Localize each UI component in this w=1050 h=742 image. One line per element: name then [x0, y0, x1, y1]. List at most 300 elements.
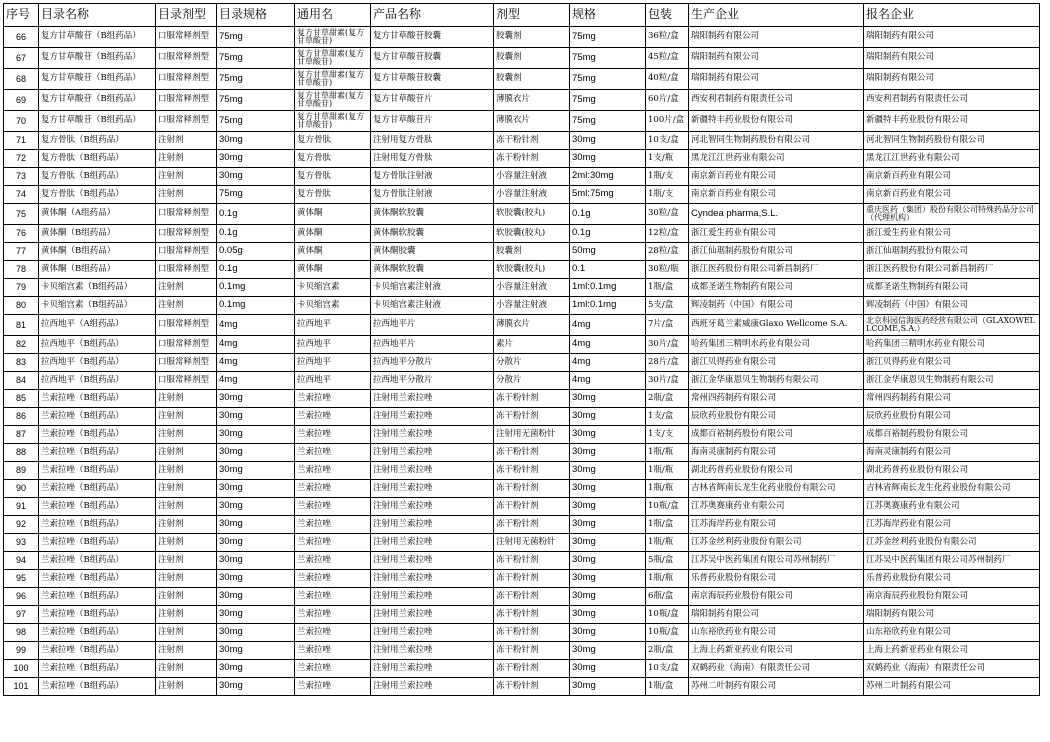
- cell-applicant: 海南灵康制药有限公司: [864, 444, 1040, 462]
- cell-catalog-spec: 30mg: [217, 570, 295, 588]
- cell-generic-name: 复方甘草甜素(复方甘草酸苷): [295, 27, 371, 48]
- cell-catalog-spec: 75mg: [217, 69, 295, 90]
- cell-catalog-form: 口服常释剂型: [156, 204, 217, 225]
- cell-dosage-form: 冻干粉针剂: [494, 408, 570, 426]
- cell-spec: 30mg: [570, 480, 646, 498]
- cell-product-name: 注射用兰索拉唑: [371, 462, 494, 480]
- cell-product-name: 黄体酮软胶囊: [371, 261, 494, 279]
- cell-spec: 30mg: [570, 534, 646, 552]
- cell-manufacturer: 浙江爱生药业有限公司: [689, 225, 864, 243]
- header-package: 包装: [646, 4, 689, 27]
- cell-package: 1瓶/盒: [646, 279, 689, 297]
- cell-catalog-name: 兰索拉唑（B组药品）: [39, 552, 156, 570]
- cell-dosage-form: 小容量注射液: [494, 297, 570, 315]
- cell-product-name: 复方甘草酸苷片: [371, 111, 494, 132]
- cell-dosage-form: 冻干粉针剂: [494, 570, 570, 588]
- cell-manufacturer: 辉凌制药（中国）有限公司: [689, 297, 864, 315]
- cell-applicant: 西安利君制药有限责任公司: [864, 90, 1040, 111]
- cell-package: 60片/盒: [646, 90, 689, 111]
- cell-dosage-form: 胶囊剂: [494, 69, 570, 90]
- cell-spec: 30mg: [570, 516, 646, 534]
- cell-manufacturer: 上海上药新亚药业有限公司: [689, 642, 864, 660]
- cell-catalog-name: 兰索拉唑（B组药品）: [39, 498, 156, 516]
- cell-spec: 5ml:75mg: [570, 186, 646, 204]
- cell-applicant: 瑞阳制药有限公司: [864, 606, 1040, 624]
- cell-product-name: 拉西地平片: [371, 336, 494, 354]
- cell-seq: 94: [4, 552, 39, 570]
- cell-applicant: 北京科园信海医药经营有限公司（GLAXOWELLCOME,S.A.）: [864, 315, 1040, 336]
- cell-applicant: 南京海辰药业股份有限公司: [864, 588, 1040, 606]
- cell-generic-name: 卡贝缩宫素: [295, 297, 371, 315]
- cell-product-name: 注射用兰索拉唑: [371, 588, 494, 606]
- table-row: [4, 498, 1040, 516]
- cell-manufacturer: 河北智同生物制药股份有限公司: [689, 132, 864, 150]
- cell-catalog-form: 注射剂: [156, 426, 217, 444]
- cell-catalog-spec: 4mg: [217, 336, 295, 354]
- header-dosage-form: 剂型: [494, 4, 570, 27]
- cell-product-name: 注射用兰索拉唑: [371, 606, 494, 624]
- cell-catalog-form: 注射剂: [156, 660, 217, 678]
- cell-catalog-spec: 75mg: [217, 111, 295, 132]
- cell-catalog-name: 黄体酮（B组药品）: [39, 243, 156, 261]
- table-row: [4, 315, 1040, 336]
- cell-dosage-form: 软胶囊(胶丸): [494, 204, 570, 225]
- cell-catalog-spec: 0.1g: [217, 261, 295, 279]
- cell-catalog-form: 口服常释剂型: [156, 354, 217, 372]
- cell-generic-name: 复方骨肽: [295, 150, 371, 168]
- cell-product-name: 拉西地平分散片: [371, 354, 494, 372]
- table-row: [4, 204, 1040, 225]
- cell-spec: 30mg: [570, 408, 646, 426]
- cell-manufacturer: 江苏海岸药业有限公司: [689, 516, 864, 534]
- cell-seq: 90: [4, 480, 39, 498]
- cell-product-name: 注射用兰索拉唑: [371, 534, 494, 552]
- cell-seq: 73: [4, 168, 39, 186]
- cell-catalog-spec: 30mg: [217, 552, 295, 570]
- cell-spec: 75mg: [570, 111, 646, 132]
- cell-catalog-name: 兰索拉唑（B组药品）: [39, 588, 156, 606]
- cell-manufacturer: Cyndea pharma,S.L.: [689, 204, 864, 225]
- cell-catalog-spec: 30mg: [217, 534, 295, 552]
- cell-applicant: 江苏海岸药业有限公司: [864, 516, 1040, 534]
- cell-generic-name: 兰索拉唑: [295, 642, 371, 660]
- cell-package: 10支/盒: [646, 660, 689, 678]
- cell-product-name: 复方甘草酸苷胶囊: [371, 48, 494, 69]
- cell-catalog-form: 注射剂: [156, 498, 217, 516]
- cell-catalog-spec: 30mg: [217, 168, 295, 186]
- cell-manufacturer: 乐普药业股份有限公司: [689, 570, 864, 588]
- cell-dosage-form: 胶囊剂: [494, 48, 570, 69]
- table-row: [4, 372, 1040, 390]
- cell-catalog-name: 拉西地平（A组药品）: [39, 315, 156, 336]
- cell-product-name: 黄体酮胶囊: [371, 243, 494, 261]
- cell-dosage-form: 冻干粉针剂: [494, 606, 570, 624]
- cell-package: 6瓶/盒: [646, 588, 689, 606]
- cell-manufacturer: 浙江金华康恩贝生物制药有限公司: [689, 372, 864, 390]
- cell-catalog-spec: 30mg: [217, 498, 295, 516]
- cell-package: 10瓶/盒: [646, 498, 689, 516]
- cell-manufacturer: 黑龙江江世药业有限公司: [689, 150, 864, 168]
- cell-spec: 30mg: [570, 660, 646, 678]
- cell-dosage-form: 冻干粉针剂: [494, 624, 570, 642]
- table-row: [4, 132, 1040, 150]
- cell-generic-name: 复方甘草甜素(复方甘草酸苷): [295, 69, 371, 90]
- cell-catalog-form: 注射剂: [156, 168, 217, 186]
- cell-applicant: 双鹤药业（海南）有限责任公司: [864, 660, 1040, 678]
- cell-manufacturer: 瑞阳制药有限公司: [689, 27, 864, 48]
- cell-package: 28粒/盒: [646, 243, 689, 261]
- cell-manufacturer: 瑞阳制药有限公司: [689, 48, 864, 69]
- cell-catalog-name: 复方骨肽（B组药品）: [39, 132, 156, 150]
- table-row: [4, 642, 1040, 660]
- cell-manufacturer: 浙江医药股份有限公司新昌制药厂: [689, 261, 864, 279]
- header-seq: 序号: [4, 4, 39, 27]
- cell-spec: 75mg: [570, 27, 646, 48]
- cell-catalog-name: 兰索拉唑（B组药品）: [39, 678, 156, 696]
- cell-manufacturer: 瑞阳制药有限公司: [689, 69, 864, 90]
- cell-applicant: 重庆医药（集团）股份有限公司特殊药品分公司（代理机构）: [864, 204, 1040, 225]
- cell-manufacturer: 浙江贝得药业有限公司: [689, 354, 864, 372]
- cell-seq: 76: [4, 225, 39, 243]
- cell-catalog-form: 注射剂: [156, 186, 217, 204]
- cell-catalog-form: 口服常释剂型: [156, 261, 217, 279]
- cell-package: 2瓶/盒: [646, 642, 689, 660]
- cell-seq: 89: [4, 462, 39, 480]
- cell-dosage-form: 小容量注射液: [494, 168, 570, 186]
- cell-spec: 30mg: [570, 642, 646, 660]
- cell-product-name: 注射用兰索拉唑: [371, 642, 494, 660]
- cell-catalog-form: 注射剂: [156, 444, 217, 462]
- cell-package: 5瓶/盒: [646, 552, 689, 570]
- cell-catalog-form: 注射剂: [156, 606, 217, 624]
- cell-applicant: 上海上药新亚药业有限公司: [864, 642, 1040, 660]
- cell-seq: 100: [4, 660, 39, 678]
- table-row: [4, 678, 1040, 696]
- header-product-name: 产品名称: [371, 4, 494, 27]
- cell-catalog-name: 黄体酮（B组药品）: [39, 225, 156, 243]
- table-row: [4, 606, 1040, 624]
- cell-catalog-spec: 30mg: [217, 390, 295, 408]
- table-row: [4, 336, 1040, 354]
- cell-catalog-spec: 75mg: [217, 186, 295, 204]
- cell-manufacturer: 南京新百药业有限公司: [689, 168, 864, 186]
- table-row: [4, 27, 1040, 48]
- cell-catalog-form: 口服常释剂型: [156, 27, 217, 48]
- cell-spec: 2ml:30mg: [570, 168, 646, 186]
- cell-product-name: 注射用兰索拉唑: [371, 426, 494, 444]
- table-row: [4, 225, 1040, 243]
- cell-applicant: 南京新百药业有限公司: [864, 168, 1040, 186]
- cell-spec: 1ml:0.1mg: [570, 297, 646, 315]
- cell-generic-name: 兰索拉唑: [295, 570, 371, 588]
- cell-spec: 4mg: [570, 372, 646, 390]
- cell-catalog-name: 复方骨肽（B组药品）: [39, 150, 156, 168]
- cell-seq: 75: [4, 204, 39, 225]
- header-applicant: 报名企业: [864, 4, 1040, 27]
- cell-catalog-form: 口服常释剂型: [156, 111, 217, 132]
- cell-catalog-spec: 30mg: [217, 516, 295, 534]
- cell-generic-name: 兰索拉唑: [295, 390, 371, 408]
- cell-package: 1瓶/支: [646, 186, 689, 204]
- cell-generic-name: 拉西地平: [295, 354, 371, 372]
- cell-spec: 30mg: [570, 150, 646, 168]
- cell-product-name: 注射用兰索拉唑: [371, 444, 494, 462]
- table-row: [4, 570, 1040, 588]
- cell-applicant: 苏州二叶制药有限公司: [864, 678, 1040, 696]
- cell-seq: 96: [4, 588, 39, 606]
- cell-catalog-name: 兰索拉唑（B组药品）: [39, 642, 156, 660]
- cell-seq: 74: [4, 186, 39, 204]
- cell-applicant: 浙江仙琚制药股份有限公司: [864, 243, 1040, 261]
- cell-generic-name: 复方骨肽: [295, 132, 371, 150]
- cell-dosage-form: 冻干粉针剂: [494, 462, 570, 480]
- cell-manufacturer: 山东裕欣药业有限公司: [689, 624, 864, 642]
- table-row: [4, 408, 1040, 426]
- cell-spec: 30mg: [570, 552, 646, 570]
- cell-generic-name: 兰索拉唑: [295, 660, 371, 678]
- cell-catalog-form: 注射剂: [156, 552, 217, 570]
- cell-package: 1瓶/瓶: [646, 534, 689, 552]
- cell-catalog-form: 口服常释剂型: [156, 243, 217, 261]
- cell-spec: 0.1g: [570, 225, 646, 243]
- cell-manufacturer: 常州四药制药有限公司: [689, 390, 864, 408]
- cell-generic-name: 复方骨肽: [295, 186, 371, 204]
- table-row: [4, 279, 1040, 297]
- cell-spec: 30mg: [570, 588, 646, 606]
- cell-dosage-form: 冻干粉针剂: [494, 642, 570, 660]
- cell-catalog-form: 注射剂: [156, 480, 217, 498]
- cell-catalog-name: 复方甘草酸苷（B组药品）: [39, 111, 156, 132]
- cell-generic-name: 拉西地平: [295, 336, 371, 354]
- cell-catalog-form: 口服常释剂型: [156, 372, 217, 390]
- header-catalog-form: 目录剂型: [156, 4, 217, 27]
- cell-package: 45粒/盒: [646, 48, 689, 69]
- cell-catalog-spec: 0.1mg: [217, 279, 295, 297]
- cell-catalog-form: 注射剂: [156, 624, 217, 642]
- cell-spec: 4mg: [570, 315, 646, 336]
- cell-catalog-name: 拉西地平（B组药品）: [39, 336, 156, 354]
- cell-catalog-spec: 30mg: [217, 132, 295, 150]
- cell-catalog-spec: 4mg: [217, 354, 295, 372]
- cell-spec: 75mg: [570, 90, 646, 111]
- table-row: [4, 243, 1040, 261]
- cell-applicant: 新疆特丰药业股份有限公司: [864, 111, 1040, 132]
- cell-generic-name: 兰索拉唑: [295, 678, 371, 696]
- cell-catalog-form: 注射剂: [156, 390, 217, 408]
- cell-spec: 30mg: [570, 444, 646, 462]
- cell-spec: 50mg: [570, 243, 646, 261]
- cell-generic-name: 黄体酮: [295, 261, 371, 279]
- cell-seq: 84: [4, 372, 39, 390]
- table-body: [4, 27, 1040, 696]
- cell-generic-name: 复方骨肽: [295, 168, 371, 186]
- cell-applicant: 成都圣诺生物制药有限公司: [864, 279, 1040, 297]
- cell-catalog-name: 兰索拉唑（B组药品）: [39, 444, 156, 462]
- cell-dosage-form: 注射用无菌粉针: [494, 426, 570, 444]
- cell-catalog-name: 卡贝缩宫素（B组药品）: [39, 297, 156, 315]
- cell-seq: 78: [4, 261, 39, 279]
- cell-generic-name: 兰索拉唑: [295, 426, 371, 444]
- cell-spec: 4mg: [570, 336, 646, 354]
- cell-catalog-spec: 30mg: [217, 624, 295, 642]
- cell-catalog-spec: 30mg: [217, 150, 295, 168]
- cell-generic-name: 卡贝缩宫素: [295, 279, 371, 297]
- cell-manufacturer: 湖北药普药业股份有限公司: [689, 462, 864, 480]
- cell-catalog-name: 兰索拉唑（B组药品）: [39, 660, 156, 678]
- cell-catalog-name: 兰索拉唑（B组药品）: [39, 462, 156, 480]
- cell-seq: 86: [4, 408, 39, 426]
- cell-catalog-name: 拉西地平（B组药品）: [39, 372, 156, 390]
- cell-seq: 92: [4, 516, 39, 534]
- table-row: [4, 516, 1040, 534]
- cell-catalog-spec: 4mg: [217, 315, 295, 336]
- table-row: [4, 480, 1040, 498]
- cell-applicant: 浙江医药股份有限公司新昌制药厂: [864, 261, 1040, 279]
- cell-package: 30粒/瓶: [646, 261, 689, 279]
- cell-generic-name: 拉西地平: [295, 315, 371, 336]
- cell-dosage-form: 注射用无菌粉针: [494, 534, 570, 552]
- cell-spec: 30mg: [570, 426, 646, 444]
- cell-manufacturer: 西班牙葛兰素威康Glaxo Wellcome S.A.: [689, 315, 864, 336]
- table-row: [4, 150, 1040, 168]
- cell-dosage-form: 冻干粉针剂: [494, 516, 570, 534]
- cell-generic-name: 黄体酮: [295, 225, 371, 243]
- cell-applicant: 瑞阳制药有限公司: [864, 69, 1040, 90]
- cell-generic-name: 复方甘草甜素(复方甘草酸苷): [295, 48, 371, 69]
- cell-catalog-name: 兰索拉唑（B组药品）: [39, 624, 156, 642]
- cell-catalog-spec: 0.1g: [217, 204, 295, 225]
- cell-catalog-spec: 0.05g: [217, 243, 295, 261]
- cell-manufacturer: 成都百裕制药股份有限公司: [689, 426, 864, 444]
- cell-catalog-spec: 30mg: [217, 606, 295, 624]
- cell-dosage-form: 冻干粉针剂: [494, 150, 570, 168]
- cell-manufacturer: 江苏奥赛康药业有限公司: [689, 498, 864, 516]
- cell-product-name: 注射用兰索拉唑: [371, 516, 494, 534]
- cell-catalog-name: 复方甘草酸苷（B组药品）: [39, 69, 156, 90]
- cell-catalog-form: 注射剂: [156, 534, 217, 552]
- cell-package: 40粒/盒: [646, 69, 689, 90]
- cell-package: 30片/盒: [646, 372, 689, 390]
- table-row: [4, 261, 1040, 279]
- cell-generic-name: 兰索拉唑: [295, 444, 371, 462]
- cell-spec: 0.1: [570, 261, 646, 279]
- table-row: [4, 297, 1040, 315]
- cell-catalog-name: 兰索拉唑（B组药品）: [39, 408, 156, 426]
- cell-catalog-spec: 30mg: [217, 462, 295, 480]
- cell-package: 1瓶/瓶: [646, 444, 689, 462]
- cell-catalog-name: 卡贝缩宫素（B组药品）: [39, 279, 156, 297]
- cell-catalog-name: 兰索拉唑（B组药品）: [39, 534, 156, 552]
- cell-catalog-spec: 4mg: [217, 372, 295, 390]
- cell-seq: 83: [4, 354, 39, 372]
- cell-generic-name: 兰索拉唑: [295, 624, 371, 642]
- table-row: [4, 90, 1040, 111]
- cell-manufacturer: 江苏吴中医药集团有限公司苏州制药厂: [689, 552, 864, 570]
- cell-spec: 30mg: [570, 498, 646, 516]
- cell-dosage-form: 冻干粉针剂: [494, 678, 570, 696]
- cell-seq: 87: [4, 426, 39, 444]
- cell-manufacturer: 新疆特丰药业股份有限公司: [689, 111, 864, 132]
- cell-dosage-form: 软胶囊(胶丸): [494, 225, 570, 243]
- cell-catalog-spec: 30mg: [217, 660, 295, 678]
- cell-applicant: 湖北药普药业股份有限公司: [864, 462, 1040, 480]
- cell-package: 30片/盒: [646, 336, 689, 354]
- cell-product-name: 注射用兰索拉唑: [371, 390, 494, 408]
- cell-dosage-form: 分散片: [494, 354, 570, 372]
- cell-catalog-form: 口服常释剂型: [156, 90, 217, 111]
- cell-seq: 98: [4, 624, 39, 642]
- cell-package: 10支/盒: [646, 132, 689, 150]
- cell-dosage-form: 冻干粉针剂: [494, 444, 570, 462]
- cell-seq: 79: [4, 279, 39, 297]
- cell-dosage-form: 分散片: [494, 372, 570, 390]
- cell-package: 36粒/盒: [646, 27, 689, 48]
- cell-product-name: 注射用兰索拉唑: [371, 624, 494, 642]
- cell-generic-name: 复方甘草甜素(复方甘草酸苷): [295, 90, 371, 111]
- cell-spec: 30mg: [570, 606, 646, 624]
- cell-product-name: 注射用兰索拉唑: [371, 570, 494, 588]
- cell-seq: 69: [4, 90, 39, 111]
- cell-spec: 4mg: [570, 354, 646, 372]
- cell-seq: 91: [4, 498, 39, 516]
- cell-catalog-name: 复方甘草酸苷（B组药品）: [39, 48, 156, 69]
- cell-dosage-form: 胶囊剂: [494, 243, 570, 261]
- cell-catalog-name: 复方甘草酸苷（B组药品）: [39, 27, 156, 48]
- cell-manufacturer: 南京新百药业有限公司: [689, 186, 864, 204]
- cell-spec: 30mg: [570, 678, 646, 696]
- cell-applicant: 辉凌制药（中国）有限公司: [864, 297, 1040, 315]
- cell-seq: 82: [4, 336, 39, 354]
- cell-seq: 71: [4, 132, 39, 150]
- cell-package: 1瓶/瓶: [646, 570, 689, 588]
- cell-seq: 72: [4, 150, 39, 168]
- cell-seq: 97: [4, 606, 39, 624]
- cell-applicant: 吉林省辉南长龙生化药业股份有限公司: [864, 480, 1040, 498]
- cell-dosage-form: 冻干粉针剂: [494, 480, 570, 498]
- cell-catalog-spec: 75mg: [217, 27, 295, 48]
- cell-dosage-form: 冻干粉针剂: [494, 132, 570, 150]
- cell-catalog-spec: 75mg: [217, 90, 295, 111]
- cell-generic-name: 黄体酮: [295, 243, 371, 261]
- cell-dosage-form: 小容量注射液: [494, 186, 570, 204]
- cell-manufacturer: 双鹤药业（海南）有限责任公司: [689, 660, 864, 678]
- cell-product-name: 注射用兰索拉唑: [371, 498, 494, 516]
- header-manufacturer: 生产企业: [689, 4, 864, 27]
- cell-catalog-spec: 30mg: [217, 426, 295, 444]
- cell-catalog-form: 注射剂: [156, 570, 217, 588]
- header-spec: 规格: [570, 4, 646, 27]
- cell-spec: 75mg: [570, 69, 646, 90]
- cell-dosage-form: 薄膜衣片: [494, 90, 570, 111]
- table-row: [4, 426, 1040, 444]
- table-row: [4, 444, 1040, 462]
- cell-catalog-name: 拉西地平（B组药品）: [39, 354, 156, 372]
- cell-seq: 70: [4, 111, 39, 132]
- table-row: [4, 354, 1040, 372]
- table-row: [4, 462, 1040, 480]
- cell-catalog-name: 兰索拉唑（B组药品）: [39, 426, 156, 444]
- cell-dosage-form: 冻干粉针剂: [494, 390, 570, 408]
- cell-manufacturer: 成都圣诺生物制药有限公司: [689, 279, 864, 297]
- cell-seq: 95: [4, 570, 39, 588]
- cell-catalog-form: 口服常释剂型: [156, 48, 217, 69]
- cell-catalog-form: 口服常释剂型: [156, 69, 217, 90]
- cell-product-name: 拉西地平分散片: [371, 372, 494, 390]
- table-row: [4, 111, 1040, 132]
- table-row: [4, 534, 1040, 552]
- cell-package: 7片/盒: [646, 315, 689, 336]
- cell-applicant: 哈药集团三精明水药业有限公司: [864, 336, 1040, 354]
